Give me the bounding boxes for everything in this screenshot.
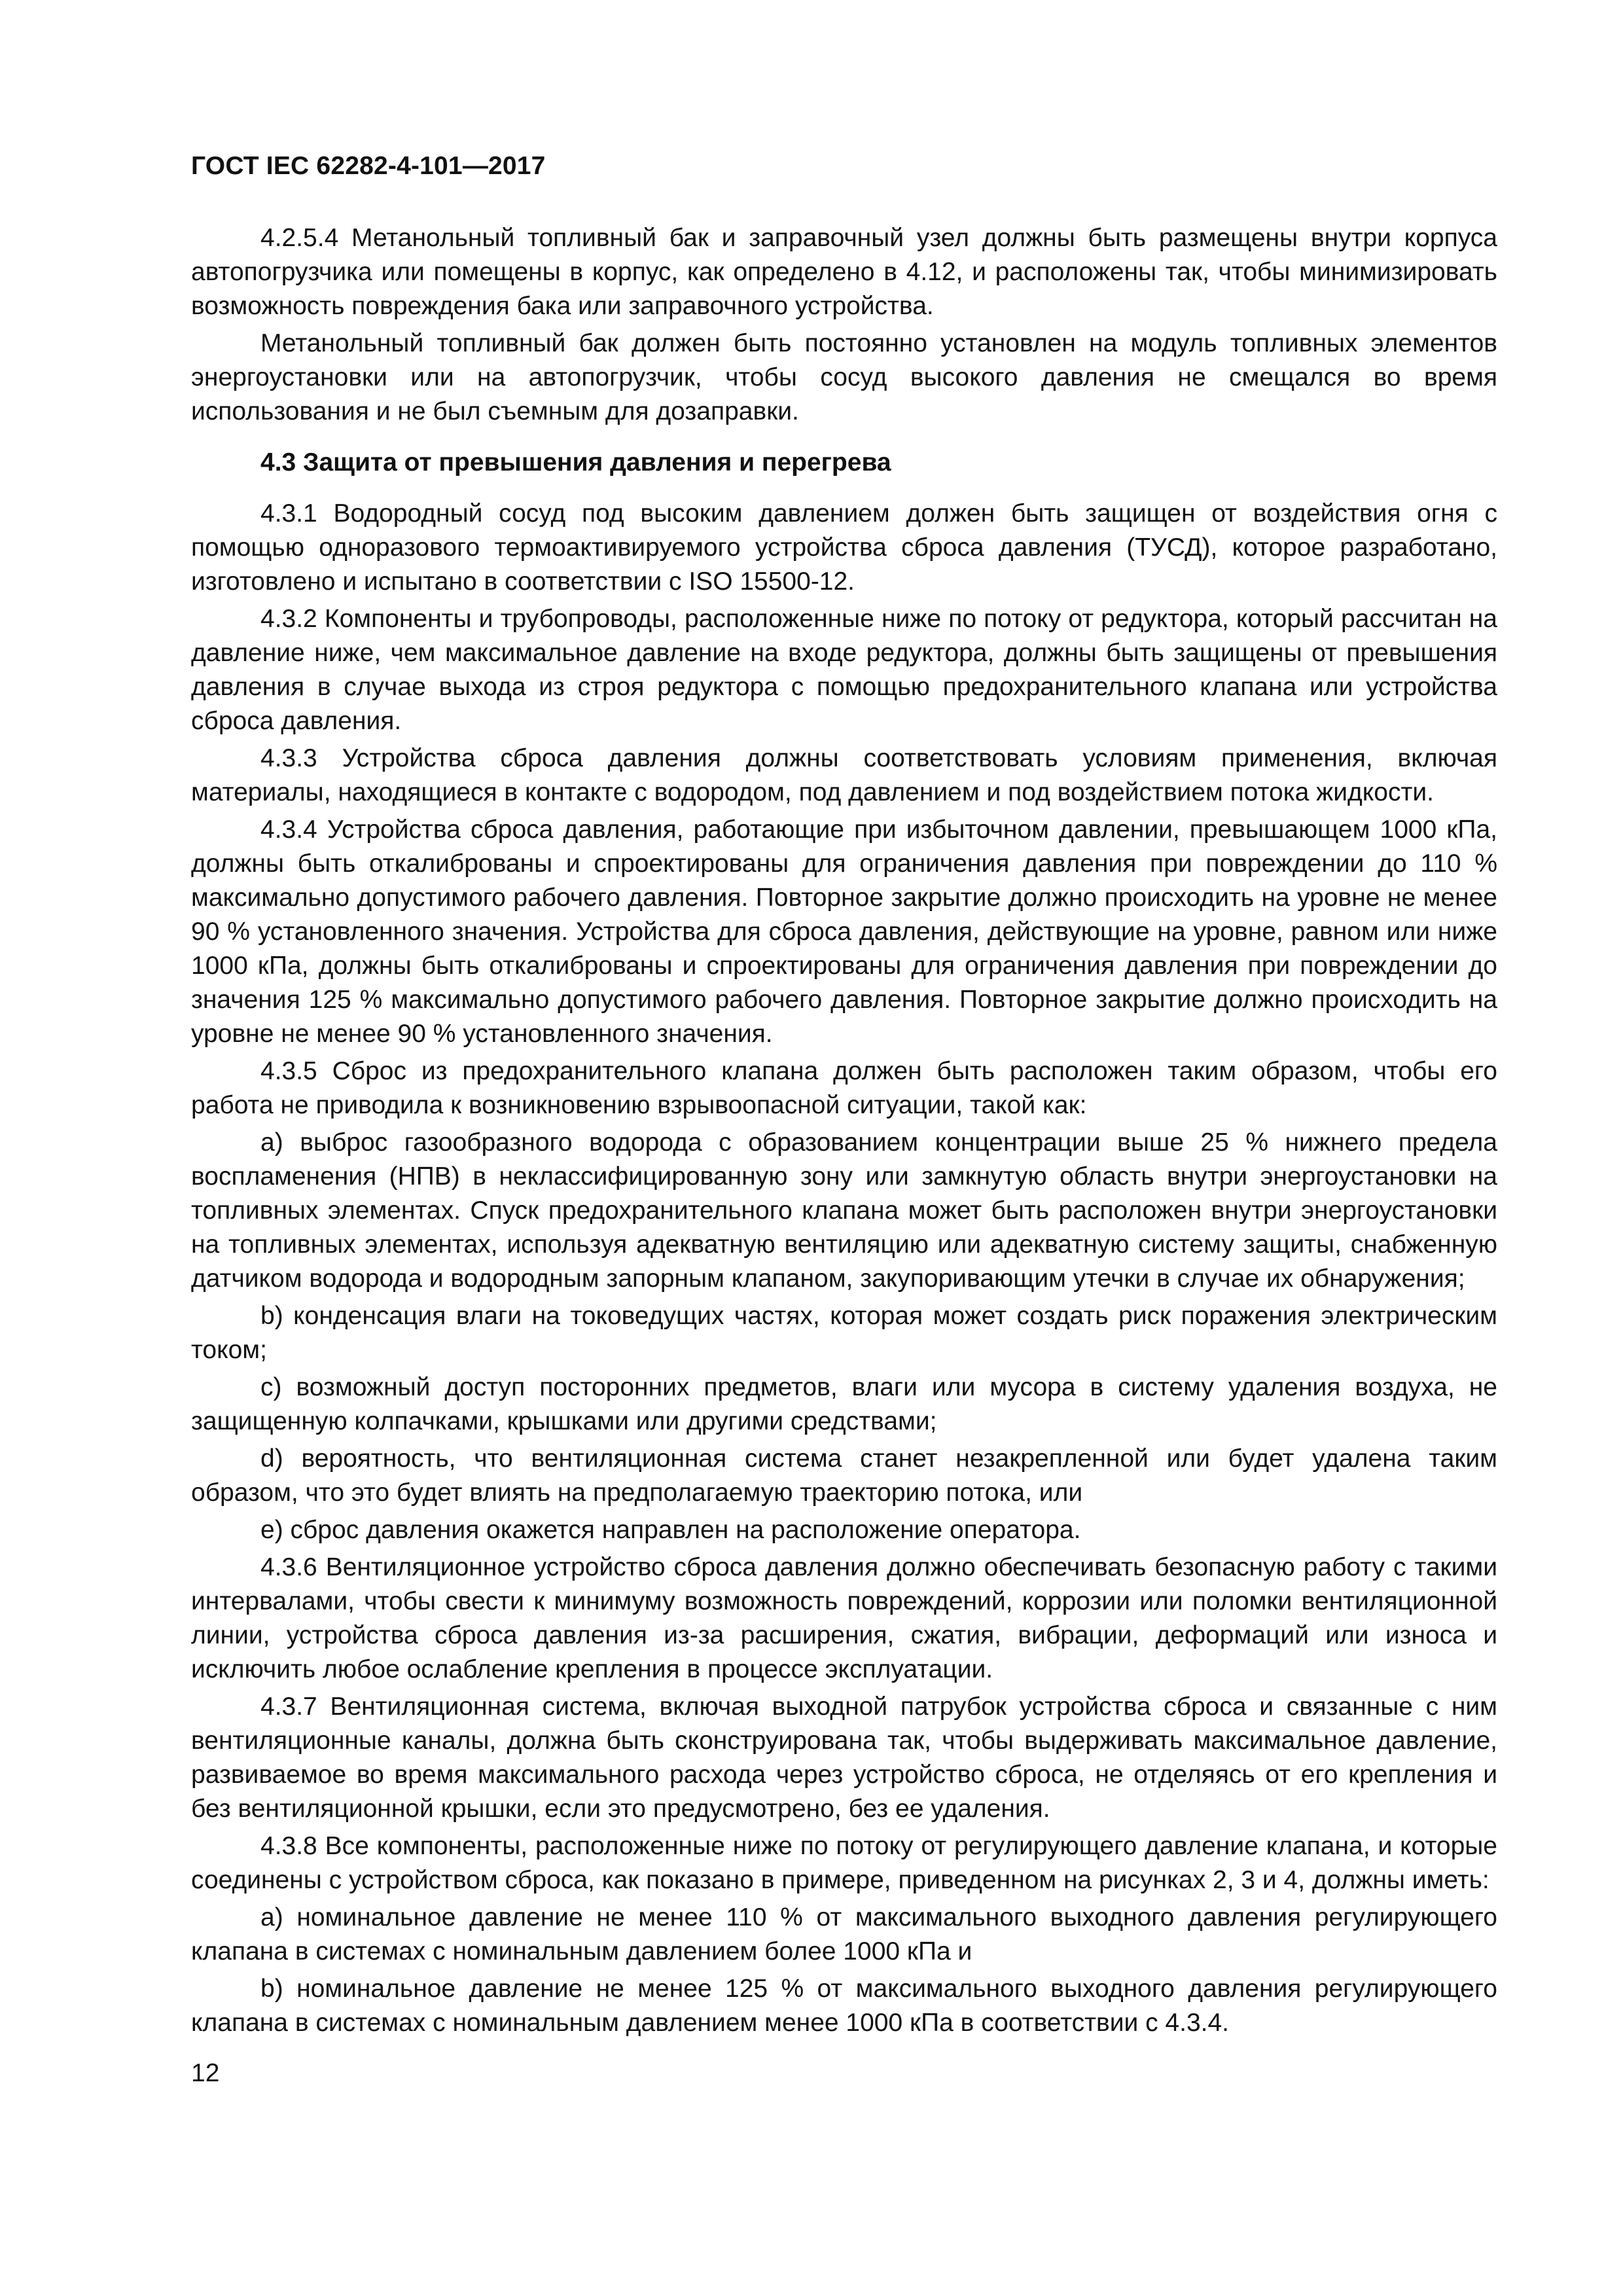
paragraph-4-3-6: 4.3.6 Вентиляционное устройство сброса давления должно обеспечивать безопасную работу с такими интервалами, чтобы свести к минимуму возможность повреждений, коррозии или поломки вентиляционной линии, устройства сброса давления из-за расширения, сжатия, вибрации, деформаций или износа и исключить любое ослабление крепления в процессе эксплуатации. [191,1553,1497,1683]
list-item-c: c) возможный доступ посторонних предметов, влаги или мусора в систему удаления воздуха, не защищенную колпачками, крышками или другими средствами; [191,1373,1497,1435]
paragraph-methanol-tank: Метанольный топливный бак должен быть постоянно установлен на модуль топливных элементов энергоустановки или на автопогрузчик, чтобы сосуд высокого давления не смещался во время использования и не был съемным для дозаправки. [191,329,1497,425]
list-item-a-4-3-8: a) номинальное давление не менее 110 % от максимального выходного давления регулирующего клапана в системах с номинальным давлением более 1000 кПа и [191,1903,1497,1965]
paragraph-4-3-4: 4.3.4 Устройства сброса давления, работающие при избыточном давлении, превышающем 1000 кПа, должны быть откалиброваны и спроектированы для ограничения давления при повреждении до 110 % максимально допустимого рабочего давления. Повторное закрытие должно происходить на уровне не менее 90 % установленного значения. Устройства для сброса давления, действующие на уровне, равном или ниже 1000 кПа, должны быть откалиброваны и спроектированы для ограничения давления при повреждении до значения 125 % максимально допустимого рабочего давления. Повторное закрытие должно происходить на уровне не менее 90 % установленного значения. [191,816,1497,1048]
document-header: ГОСТ IEC 62282-4-101—2017 [191,152,546,180]
list-item-a: a) выброс газообразного водорода с образованием концентрации выше 25 % нижнего предела воспламенения (НПВ) в неклассифицированную зону или замкнутую область внутри энергоустановки на топливных элементах. Спуск предохранительного клапана может быть расположен внутри энергоустановки на топливных элементах, используя адекватную вентиляцию или адекватную систему защиты, снабженную датчиком водорода и водородным запорным клапаном, закупоривающим утечки в случае их обнаружения; [191,1128,1497,1293]
paragraph-4-3-3: 4.3.3 Устройства сброса давления должны соответствовать условиям применения, включая материалы, находящиеся в контакте с водородом, под давлением и под воздействием потока жидкости. [191,744,1497,806]
paragraph-4-3-7: 4.3.7 Вентиляционная система, включая выходной патрубок устройства сброса и связанные с ним вентиляционные каналы, должна быть сконструирована так, чтобы выдерживать максимальное давление, развиваемое во время максимального расхода через устройство сброса, не отделяясь от его крепления и без вентиляционной крышки, если это предусмотрено, без ее удаления. [191,1693,1497,1823]
paragraph-4-3-8: 4.3.8 Все компоненты, расположенные ниже по потоку от регулирующего давление клапана, и которые соединены с устройством сброса, как показано в примере, приведенном на рисунках 2, 3 и 4, должны иметь: [191,1832,1497,1894]
list-item-e: e) сброс давления окажется направлен на расположение оператора. [260,1516,1081,1544]
paragraph-4-2-5-4: 4.2.5.4 Метанольный топливный бак и заправочный узел должны быть размещены внутри корпуса автопогрузчика или помещены в корпус, как определено в 4.12, и расположены так, чтобы минимизировать возможность повреждения бака или заправочного устройства. [191,224,1497,320]
section-heading-4-3: 4.3 Защита от превышения давления и перегрева [260,448,891,476]
page-number: 12 [191,2059,220,2087]
list-item-d: d) вероятность, что вентиляционная система станет незакрепленной или будет удалена таким образом, что это будет влиять на предполагаемую траекторию потока, или [191,1444,1497,1507]
paragraph-4-3-2: 4.3.2 Компоненты и трубопроводы, расположенные ниже по потоку от редуктора, который рассчитан на давление ниже, чем максимальное давление на входе редуктора, должны быть защищены от превышения давления в случае выхода из строя редуктора с помощью предохранительного клапана или устройства сброса давления. [191,605,1497,735]
paragraph-4-3-1: 4.3.1 Водородный сосуд под высоким давлением должен быть защищен от воздействия огня с помощью одноразового термоактивируемого устройства сброса давления (ТУСД), которое разработано, изготовлено и испытано в соответствии с ISO 15500-12. [191,499,1497,596]
paragraph-4-3-5: 4.3.5 Сброс из предохранительного клапана должен быть расположен таким образом, чтобы его работа не приводила к возникновению взрывоопасной ситуации, такой как: [191,1057,1497,1119]
list-item-b: b) конденсация влаги на токоведущих частях, которая может создать риск поражения электрическим током; [191,1302,1497,1364]
document-body [191,221,1497,2043]
list-item-b-4-3-8: b) номинальное давление не менее 125 % от максимального выходного давления регулирующего клапана в системах с номинальным давлением менее 1000 кПа в соответствии с 4.3.4. [191,1975,1497,2037]
